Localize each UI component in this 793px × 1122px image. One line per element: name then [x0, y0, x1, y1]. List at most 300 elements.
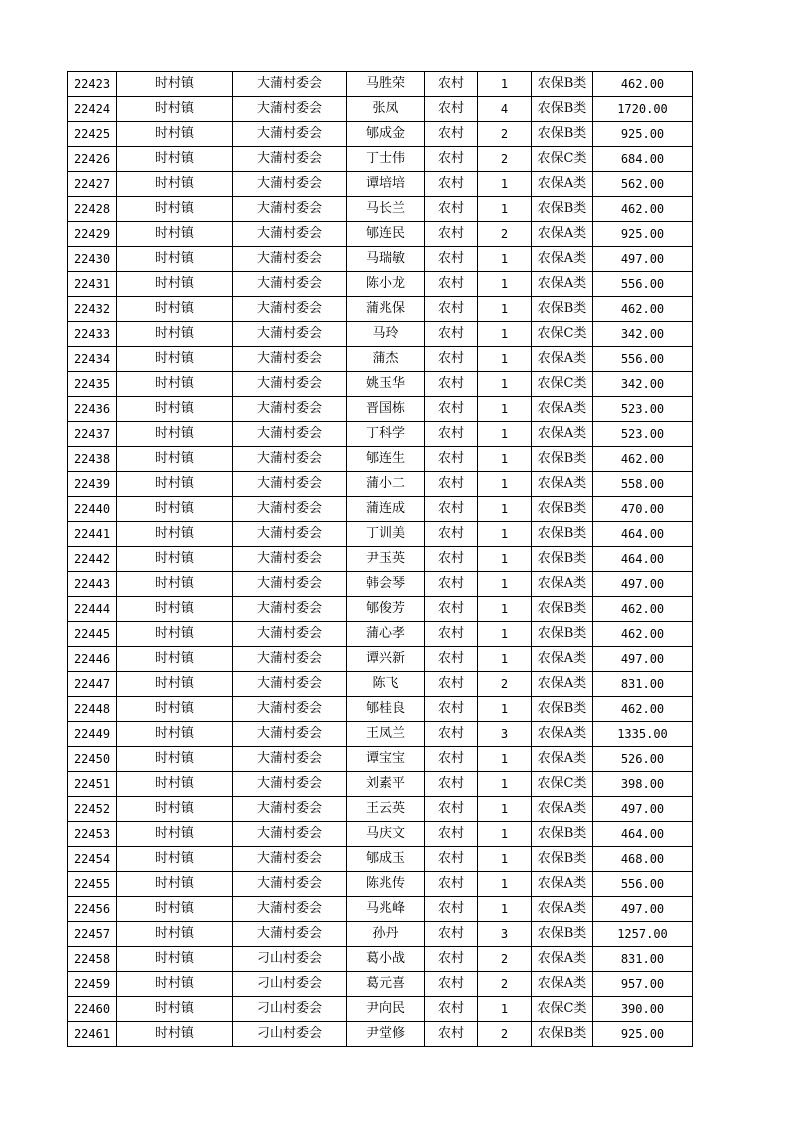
- cell-id: 22444: [68, 597, 117, 622]
- cell-id: 22425: [68, 122, 117, 147]
- cell-amount: 523.00: [593, 422, 693, 447]
- cell-count: 1: [478, 647, 532, 672]
- cell-count: 2: [478, 147, 532, 172]
- table-row: [68, 797, 693, 822]
- cell-village: 大蒲村委会: [233, 897, 347, 922]
- cell-name: 郇桂良: [347, 697, 425, 722]
- cell-amount: 497.00: [593, 797, 693, 822]
- cell-type: 农村: [425, 697, 478, 722]
- cell-name: 韩会琴: [347, 572, 425, 597]
- table-row: [68, 547, 693, 572]
- cell-category: 农保C类: [532, 772, 593, 797]
- cell-amount: 464.00: [593, 547, 693, 572]
- cell-town: 时村镇: [117, 822, 233, 847]
- cell-village: 大蒲村委会: [233, 497, 347, 522]
- cell-town: 时村镇: [117, 997, 233, 1022]
- cell-id: 22428: [68, 197, 117, 222]
- cell-category: 农保B类: [532, 122, 593, 147]
- cell-id: 22430: [68, 247, 117, 272]
- table-row: [68, 647, 693, 672]
- cell-type: 农村: [425, 322, 478, 347]
- cell-village: 大蒲村委会: [233, 747, 347, 772]
- cell-id: 22447: [68, 672, 117, 697]
- cell-name: 郇连生: [347, 447, 425, 472]
- cell-id: 22460: [68, 997, 117, 1022]
- cell-type: 农村: [425, 597, 478, 622]
- cell-category: 农保A类: [532, 347, 593, 372]
- cell-amount: 831.00: [593, 672, 693, 697]
- cell-id: 22423: [68, 72, 117, 97]
- cell-town: 时村镇: [117, 872, 233, 897]
- table-row: [68, 772, 693, 797]
- cell-amount: 342.00: [593, 322, 693, 347]
- cell-count: 2: [478, 947, 532, 972]
- cell-amount: 462.00: [593, 622, 693, 647]
- cell-category: 农保C类: [532, 322, 593, 347]
- cell-amount: 925.00: [593, 1022, 693, 1047]
- cell-name: 蒲兆保: [347, 297, 425, 322]
- cell-type: 农村: [425, 72, 478, 97]
- cell-count: 1: [478, 372, 532, 397]
- cell-name: 尹向民: [347, 997, 425, 1022]
- cell-name: 马庆文: [347, 822, 425, 847]
- cell-type: 农村: [425, 672, 478, 697]
- cell-type: 农村: [425, 897, 478, 922]
- cell-amount: 390.00: [593, 997, 693, 1022]
- cell-id: 22453: [68, 822, 117, 847]
- cell-count: 1: [478, 997, 532, 1022]
- cell-name: 马胜荣: [347, 72, 425, 97]
- cell-id: 22442: [68, 547, 117, 572]
- cell-type: 农村: [425, 272, 478, 297]
- cell-amount: 497.00: [593, 572, 693, 597]
- cell-town: 时村镇: [117, 597, 233, 622]
- cell-category: 农保B类: [532, 597, 593, 622]
- cell-name: 谭培培: [347, 172, 425, 197]
- cell-category: 农保A类: [532, 797, 593, 822]
- cell-name: 王凤兰: [347, 722, 425, 747]
- table-row: [68, 972, 693, 997]
- cell-village: 大蒲村委会: [233, 547, 347, 572]
- table-row: [68, 422, 693, 447]
- cell-category: 农保A类: [532, 397, 593, 422]
- table-row: [68, 222, 693, 247]
- cell-type: 农村: [425, 622, 478, 647]
- table-row: [68, 397, 693, 422]
- cell-category: 农保A类: [532, 972, 593, 997]
- cell-name: 马兆峰: [347, 897, 425, 922]
- cell-town: 时村镇: [117, 622, 233, 647]
- cell-type: 农村: [425, 472, 478, 497]
- cell-village: 大蒲村委会: [233, 772, 347, 797]
- cell-town: 时村镇: [117, 122, 233, 147]
- cell-amount: 556.00: [593, 872, 693, 897]
- cell-category: 农保B类: [532, 197, 593, 222]
- cell-category: 农保A类: [532, 647, 593, 672]
- cell-name: 谭宝宝: [347, 747, 425, 772]
- cell-village: 大蒲村委会: [233, 197, 347, 222]
- cell-name: 郇成金: [347, 122, 425, 147]
- cell-village: 大蒲村委会: [233, 672, 347, 697]
- cell-type: 农村: [425, 972, 478, 997]
- cell-amount: 462.00: [593, 197, 693, 222]
- cell-type: 农村: [425, 847, 478, 872]
- cell-category: 农保A类: [532, 722, 593, 747]
- cell-name: 葛元喜: [347, 972, 425, 997]
- cell-name: 葛小战: [347, 947, 425, 972]
- cell-category: 农保C类: [532, 147, 593, 172]
- cell-id: 22443: [68, 572, 117, 597]
- cell-name: 张凤: [347, 97, 425, 122]
- table-row: [68, 272, 693, 297]
- cell-id: 22448: [68, 697, 117, 722]
- cell-town: 时村镇: [117, 147, 233, 172]
- cell-amount: 462.00: [593, 597, 693, 622]
- cell-name: 丁训美: [347, 522, 425, 547]
- table-row: [68, 672, 693, 697]
- table-row: [68, 522, 693, 547]
- cell-category: 农保B类: [532, 847, 593, 872]
- table-row: [68, 997, 693, 1022]
- table-row: [68, 347, 693, 372]
- cell-id: 22457: [68, 922, 117, 947]
- cell-name: 蒲杰: [347, 347, 425, 372]
- cell-id: 22431: [68, 272, 117, 297]
- table-row: [68, 97, 693, 122]
- cell-type: 农村: [425, 1022, 478, 1047]
- cell-type: 农村: [425, 197, 478, 222]
- cell-type: 农村: [425, 872, 478, 897]
- cell-id: 22452: [68, 797, 117, 822]
- cell-id: 22436: [68, 397, 117, 422]
- cell-type: 农村: [425, 372, 478, 397]
- cell-village: 大蒲村委会: [233, 597, 347, 622]
- cell-count: 1: [478, 447, 532, 472]
- cell-type: 农村: [425, 797, 478, 822]
- cell-amount: 464.00: [593, 822, 693, 847]
- cell-village: 大蒲村委会: [233, 572, 347, 597]
- cell-count: 1: [478, 597, 532, 622]
- cell-count: 1: [478, 422, 532, 447]
- cell-type: 农村: [425, 172, 478, 197]
- cell-amount: 497.00: [593, 897, 693, 922]
- cell-village: 大蒲村委会: [233, 247, 347, 272]
- cell-town: 时村镇: [117, 647, 233, 672]
- cell-category: 农保C类: [532, 372, 593, 397]
- cell-type: 农村: [425, 647, 478, 672]
- cell-town: 时村镇: [117, 747, 233, 772]
- cell-name: 蒲心孝: [347, 622, 425, 647]
- table-row: [68, 722, 693, 747]
- cell-category: 农保B类: [532, 297, 593, 322]
- cell-type: 农村: [425, 772, 478, 797]
- cell-category: 农保B类: [532, 697, 593, 722]
- cell-village: 大蒲村委会: [233, 472, 347, 497]
- cell-amount: 526.00: [593, 747, 693, 772]
- cell-type: 农村: [425, 572, 478, 597]
- cell-type: 农村: [425, 522, 478, 547]
- table-row: [68, 897, 693, 922]
- cell-town: 时村镇: [117, 772, 233, 797]
- cell-type: 农村: [425, 922, 478, 947]
- cell-id: 22459: [68, 972, 117, 997]
- cell-village: 大蒲村委会: [233, 822, 347, 847]
- table-row: [68, 822, 693, 847]
- cell-category: 农保B类: [532, 822, 593, 847]
- cell-id: 22426: [68, 147, 117, 172]
- table-row: [68, 572, 693, 597]
- cell-id: 22432: [68, 297, 117, 322]
- cell-category: 农保B类: [532, 922, 593, 947]
- cell-village: 大蒲村委会: [233, 922, 347, 947]
- cell-town: 时村镇: [117, 722, 233, 747]
- table-body: [68, 72, 693, 1047]
- table-row: [68, 872, 693, 897]
- cell-id: 22437: [68, 422, 117, 447]
- cell-count: 1: [478, 172, 532, 197]
- cell-id: 22435: [68, 372, 117, 397]
- cell-id: 22461: [68, 1022, 117, 1047]
- cell-id: 22450: [68, 747, 117, 772]
- cell-count: 1: [478, 697, 532, 722]
- cell-town: 时村镇: [117, 522, 233, 547]
- cell-category: 农保B类: [532, 97, 593, 122]
- table-row: [68, 172, 693, 197]
- cell-amount: 497.00: [593, 647, 693, 672]
- cell-town: 时村镇: [117, 897, 233, 922]
- cell-count: 1: [478, 272, 532, 297]
- cell-town: 时村镇: [117, 447, 233, 472]
- cell-type: 农村: [425, 447, 478, 472]
- cell-name: 郇连民: [347, 222, 425, 247]
- cell-count: 1: [478, 822, 532, 847]
- cell-type: 农村: [425, 997, 478, 1022]
- cell-count: 2: [478, 122, 532, 147]
- cell-count: 1: [478, 847, 532, 872]
- cell-category: 农保A类: [532, 672, 593, 697]
- cell-town: 时村镇: [117, 272, 233, 297]
- cell-village: 大蒲村委会: [233, 697, 347, 722]
- cell-village: 大蒲村委会: [233, 297, 347, 322]
- cell-town: 时村镇: [117, 347, 233, 372]
- cell-village: 大蒲村委会: [233, 147, 347, 172]
- cell-name: 马长兰: [347, 197, 425, 222]
- cell-town: 时村镇: [117, 922, 233, 947]
- cell-amount: 1335.00: [593, 722, 693, 747]
- table-row: [68, 622, 693, 647]
- table-row: [68, 922, 693, 947]
- table-row: [68, 72, 693, 97]
- cell-village: 大蒲村委会: [233, 72, 347, 97]
- cell-count: 1: [478, 872, 532, 897]
- cell-town: 时村镇: [117, 847, 233, 872]
- cell-name: 蒲连成: [347, 497, 425, 522]
- cell-village: 大蒲村委会: [233, 422, 347, 447]
- table-row: [68, 847, 693, 872]
- cell-count: 1: [478, 547, 532, 572]
- cell-village: 大蒲村委会: [233, 647, 347, 672]
- table-row: [68, 122, 693, 147]
- cell-id: 22439: [68, 472, 117, 497]
- cell-name: 丁士伟: [347, 147, 425, 172]
- table-row: [68, 147, 693, 172]
- cell-amount: 925.00: [593, 122, 693, 147]
- cell-amount: 462.00: [593, 297, 693, 322]
- cell-category: 农保A类: [532, 222, 593, 247]
- cell-amount: 556.00: [593, 272, 693, 297]
- cell-village: 刁山村委会: [233, 947, 347, 972]
- cell-amount: 1720.00: [593, 97, 693, 122]
- cell-name: 孙丹: [347, 922, 425, 947]
- cell-type: 农村: [425, 747, 478, 772]
- cell-count: 2: [478, 1022, 532, 1047]
- cell-name: 郇俊芳: [347, 597, 425, 622]
- cell-village: 大蒲村委会: [233, 322, 347, 347]
- cell-category: 农保A类: [532, 172, 593, 197]
- cell-name: 尹堂修: [347, 1022, 425, 1047]
- cell-town: 时村镇: [117, 222, 233, 247]
- cell-count: 1: [478, 622, 532, 647]
- cell-type: 农村: [425, 822, 478, 847]
- cell-id: 22458: [68, 947, 117, 972]
- cell-count: 2: [478, 972, 532, 997]
- cell-town: 时村镇: [117, 672, 233, 697]
- cell-village: 大蒲村委会: [233, 372, 347, 397]
- cell-name: 尹玉英: [347, 547, 425, 572]
- cell-name: 马玲: [347, 322, 425, 347]
- cell-amount: 558.00: [593, 472, 693, 497]
- cell-village: 大蒲村委会: [233, 347, 347, 372]
- cell-type: 农村: [425, 147, 478, 172]
- cell-id: 22433: [68, 322, 117, 347]
- cell-name: 王云英: [347, 797, 425, 822]
- cell-village: 刁山村委会: [233, 972, 347, 997]
- cell-village: 大蒲村委会: [233, 122, 347, 147]
- cell-count: 2: [478, 222, 532, 247]
- cell-amount: 462.00: [593, 72, 693, 97]
- cell-amount: 468.00: [593, 847, 693, 872]
- cell-count: 3: [478, 722, 532, 747]
- cell-count: 1: [478, 197, 532, 222]
- cell-town: 时村镇: [117, 247, 233, 272]
- cell-type: 农村: [425, 947, 478, 972]
- cell-town: 时村镇: [117, 547, 233, 572]
- cell-count: 1: [478, 572, 532, 597]
- cell-amount: 831.00: [593, 947, 693, 972]
- cell-amount: 1257.00: [593, 922, 693, 947]
- cell-id: 22434: [68, 347, 117, 372]
- cell-count: 1: [478, 772, 532, 797]
- cell-type: 农村: [425, 297, 478, 322]
- cell-category: 农保B类: [532, 522, 593, 547]
- cell-village: 大蒲村委会: [233, 797, 347, 822]
- cell-town: 时村镇: [117, 297, 233, 322]
- cell-amount: 470.00: [593, 497, 693, 522]
- cell-category: 农保A类: [532, 422, 593, 447]
- cell-category: 农保A类: [532, 272, 593, 297]
- cell-id: 22427: [68, 172, 117, 197]
- cell-amount: 684.00: [593, 147, 693, 172]
- cell-town: 时村镇: [117, 1022, 233, 1047]
- cell-type: 农村: [425, 222, 478, 247]
- cell-type: 农村: [425, 397, 478, 422]
- cell-amount: 556.00: [593, 347, 693, 372]
- cell-village: 大蒲村委会: [233, 447, 347, 472]
- cell-village: 大蒲村委会: [233, 622, 347, 647]
- cell-id: 22445: [68, 622, 117, 647]
- cell-count: 1: [478, 897, 532, 922]
- cell-type: 农村: [425, 97, 478, 122]
- cell-type: 农村: [425, 122, 478, 147]
- cell-count: 1: [478, 522, 532, 547]
- cell-count: 1: [478, 747, 532, 772]
- cell-id: 22438: [68, 447, 117, 472]
- cell-count: 1: [478, 797, 532, 822]
- cell-id: 22446: [68, 647, 117, 672]
- cell-name: 陈小龙: [347, 272, 425, 297]
- table-row: [68, 947, 693, 972]
- cell-name: 蒲小二: [347, 472, 425, 497]
- table-row: [68, 297, 693, 322]
- table-row: [68, 497, 693, 522]
- cell-name: 马瑞敏: [347, 247, 425, 272]
- cell-village: 大蒲村委会: [233, 272, 347, 297]
- cell-amount: 462.00: [593, 697, 693, 722]
- cell-id: 22451: [68, 772, 117, 797]
- cell-category: 农保B类: [532, 622, 593, 647]
- cell-town: 时村镇: [117, 472, 233, 497]
- cell-amount: 925.00: [593, 222, 693, 247]
- table-row: [68, 472, 693, 497]
- cell-village: 大蒲村委会: [233, 222, 347, 247]
- cell-amount: 464.00: [593, 522, 693, 547]
- cell-village: 大蒲村委会: [233, 847, 347, 872]
- cell-id: 22440: [68, 497, 117, 522]
- data-table: [67, 71, 693, 1047]
- cell-name: 陈兆传: [347, 872, 425, 897]
- cell-category: 农保A类: [532, 872, 593, 897]
- cell-category: 农保A类: [532, 572, 593, 597]
- cell-town: 时村镇: [117, 72, 233, 97]
- cell-name: 谭兴新: [347, 647, 425, 672]
- cell-name: 陈飞: [347, 672, 425, 697]
- table-row: [68, 372, 693, 397]
- cell-village: 刁山村委会: [233, 997, 347, 1022]
- cell-category: 农保B类: [532, 547, 593, 572]
- cell-village: 大蒲村委会: [233, 872, 347, 897]
- cell-town: 时村镇: [117, 322, 233, 347]
- cell-name: 晋国栋: [347, 397, 425, 422]
- table-row: [68, 747, 693, 772]
- cell-amount: 462.00: [593, 447, 693, 472]
- cell-name: 刘素平: [347, 772, 425, 797]
- cell-amount: 497.00: [593, 247, 693, 272]
- cell-town: 时村镇: [117, 497, 233, 522]
- cell-name: 姚玉华: [347, 372, 425, 397]
- cell-count: 4: [478, 97, 532, 122]
- cell-type: 农村: [425, 347, 478, 372]
- cell-town: 时村镇: [117, 422, 233, 447]
- cell-count: 1: [478, 472, 532, 497]
- cell-category: 农保C类: [532, 997, 593, 1022]
- cell-town: 时村镇: [117, 372, 233, 397]
- cell-town: 时村镇: [117, 197, 233, 222]
- cell-type: 农村: [425, 547, 478, 572]
- cell-village: 大蒲村委会: [233, 97, 347, 122]
- cell-id: 22441: [68, 522, 117, 547]
- cell-town: 时村镇: [117, 97, 233, 122]
- cell-town: 时村镇: [117, 697, 233, 722]
